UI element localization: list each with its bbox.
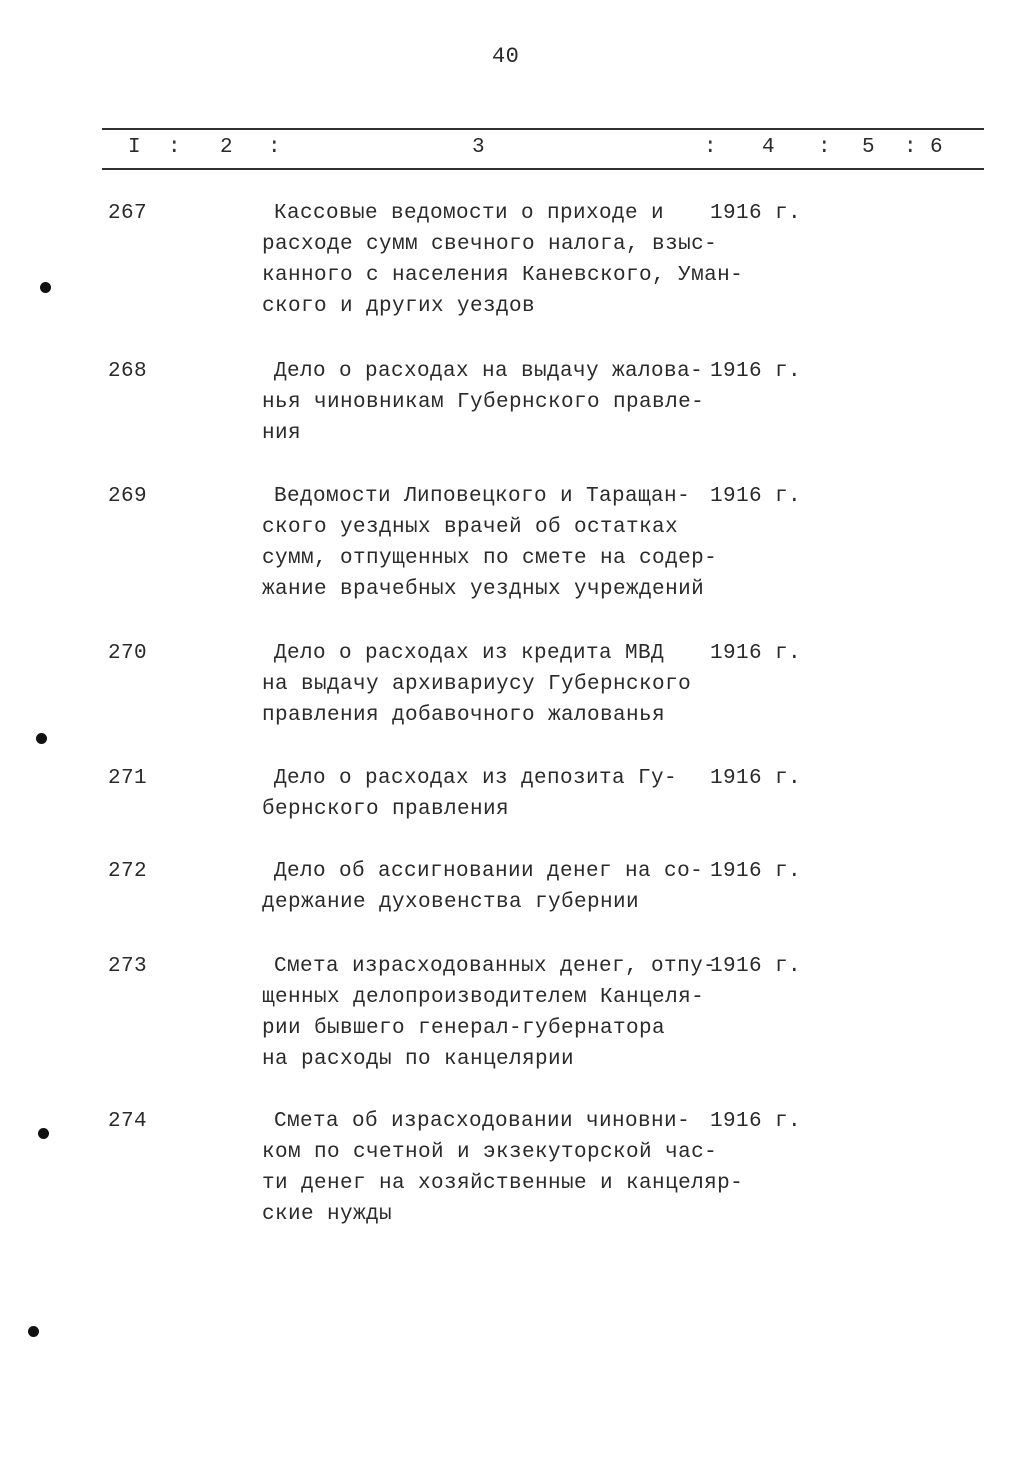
punch-hole [38,1128,49,1139]
entry-number: 274 [108,1110,148,1133]
col-sep: : [704,136,718,159]
header-bottom-rule [102,168,984,170]
entry-title-line: бернского правления [262,798,510,821]
col-6: 6 [930,136,944,159]
entry-title-line: жание врачебных уездных учреждений [262,578,705,601]
punch-hole [40,282,51,293]
entry-year: 1916 г. [710,202,802,225]
entry-title-line: рии бывшего генерал-губернатора [262,1017,666,1040]
entry-title-line: держание духовенства губернии [262,891,640,914]
entry-title-line: канного с населения Каневского, Уман- [262,264,744,287]
entry-title-line: щенных делопроизводителем Канцеля- [262,986,705,1009]
entry-title [262,856,703,918]
entry-title [262,1106,743,1230]
entry-title-line: Смета израсходованных денег, отпу- [274,955,717,978]
entry-title-line: на выдачу архивариусу Губернского [262,673,692,696]
entry-title-line: Дело о расходах из кредита МВД [274,642,665,665]
entry-year: 1916 г. [710,642,802,665]
col-5: 5 [862,136,876,159]
entry-title [262,198,743,322]
col-sep: : [168,136,182,159]
header-top-rule [102,128,984,130]
entry-title-line: Дело об ассигновании денег на со- [274,860,704,883]
entry-title-line: нья чиновникам Губернского правле- [262,391,705,414]
entry-title-line: на расходы по канцелярии [262,1048,575,1071]
col-sep: : [818,136,832,159]
entry-title-line: ского уездных врачей об остатках [262,516,679,539]
entry-title [262,356,704,449]
entry-title [262,481,717,605]
entry-number: 268 [108,360,148,383]
entry-title-line: Смета об израсходовании чиновни- [274,1110,691,1133]
entry-title-line: Дело о расходах из депозита Гу- [274,767,678,790]
col-2: 2 [220,136,234,159]
entry-year: 1916 г. [710,860,802,883]
entry-title [262,763,677,825]
entry-number: 271 [108,767,148,790]
entry-title-line: ские нужды [262,1203,393,1226]
entry-number: 267 [108,202,148,225]
entry-year: 1916 г. [710,485,802,508]
col-sep: : [268,136,282,159]
entry-number: 272 [108,860,148,883]
entry-number: 273 [108,955,148,978]
punch-hole [36,733,47,744]
entry-number: 270 [108,642,148,665]
entry-title [262,638,691,731]
col-sep: : [904,136,918,159]
entry-year: 1916 г. [710,767,802,790]
entry-title-line: Ведомости Липовецкого и Таращан- [274,485,691,508]
entry-year: 1916 г. [710,955,802,978]
entry-title-line: сумм, отпущенных по смете на содер- [262,547,718,570]
entry-year: 1916 г. [710,360,802,383]
entry-title-line: ния [262,422,302,445]
entry-title-line: ком по счетной и экзекуторской час- [262,1141,718,1164]
col-4: 4 [762,136,776,159]
entry-title-line: Кассовые ведомости о приходе и [274,202,665,225]
entry-title-line: Дело о расходах на выдачу жалова- [274,360,704,383]
entry-title-line: правления добавочного жалованья [262,704,666,727]
col-1: I [128,136,142,159]
entry-title-line: расходе сумм свечного налога, взыс- [262,233,718,256]
col-3: 3 [472,136,486,159]
entry-title [262,951,716,1075]
entry-title-line: ти денег на хозяйственные и канцеляр- [262,1172,744,1195]
punch-hole [28,1326,39,1337]
entry-year: 1916 г. [710,1110,802,1133]
entry-title-line: ского и других уездов [262,295,536,318]
entry-number: 269 [108,485,148,508]
page-number: 40 [492,44,520,69]
